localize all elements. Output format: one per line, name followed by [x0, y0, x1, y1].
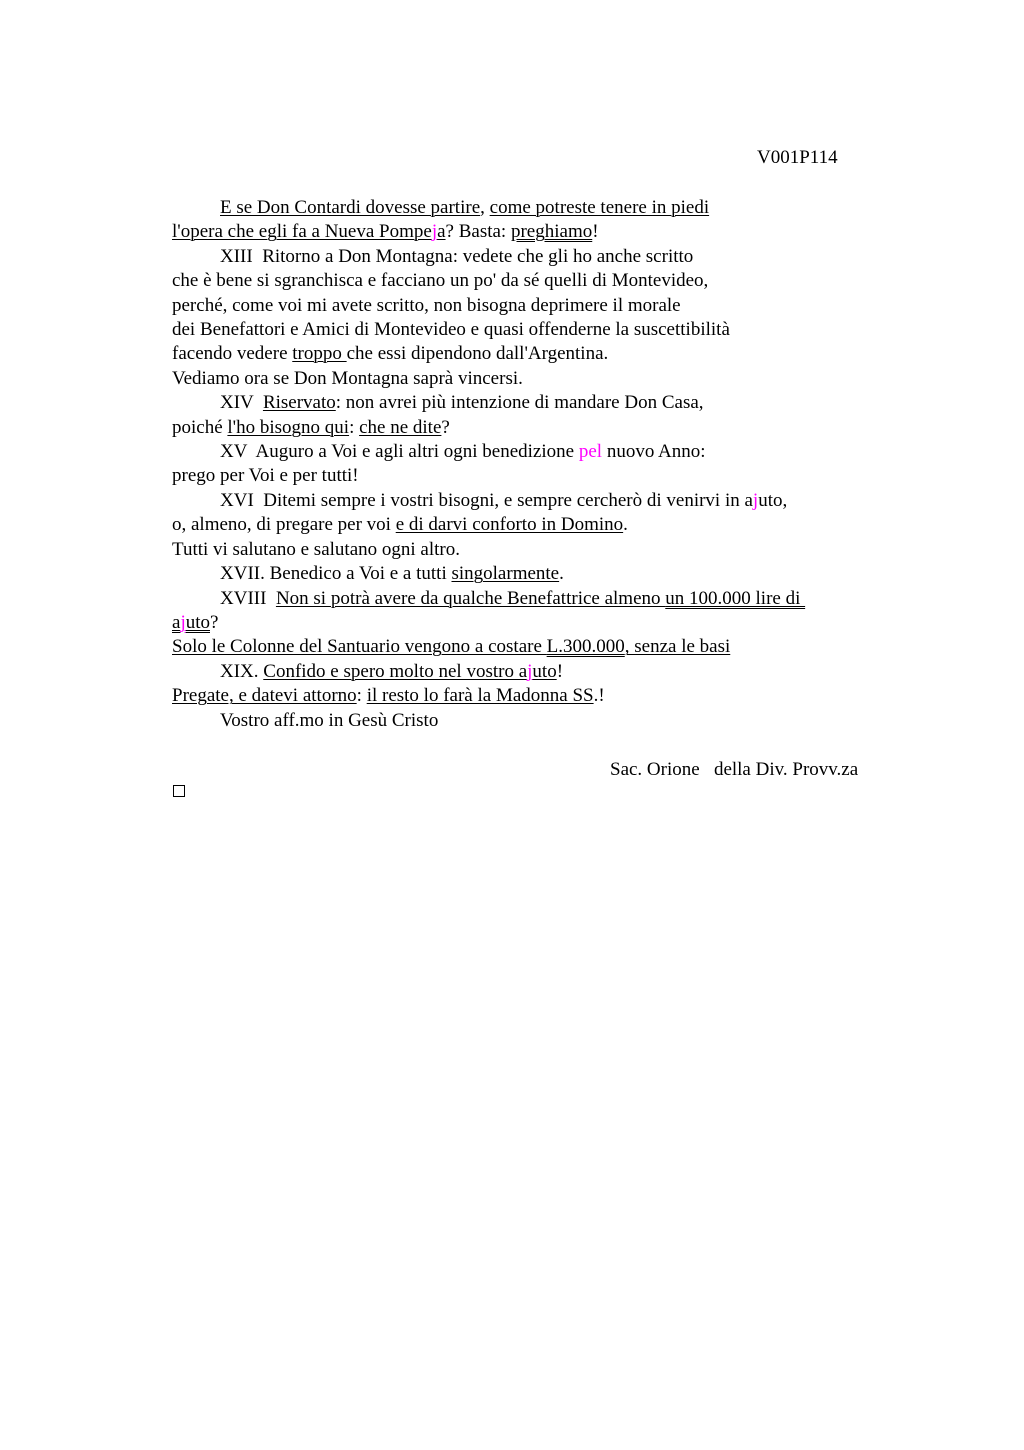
text-segment: Tutti vi salutano e salutano ogni altro. [172, 538, 460, 560]
letter-line [172, 367, 872, 391]
text-segment: prego per Voi e per tutti! [172, 465, 359, 487]
letter-line [172, 196, 872, 220]
page-identifier: V001P114 [757, 147, 838, 168]
text-segment: uto [185, 611, 210, 633]
text-segment: preghiamo [510, 221, 593, 243]
letter-line [172, 294, 872, 318]
highlighted-text: j [527, 660, 533, 682]
text-segment: ? Basta: [445, 221, 511, 243]
text-segment: Pregate, e datevi attorno [172, 685, 357, 707]
text-segment: ! [556, 660, 564, 682]
text-segment: XVI Ditemi sempre i vostri bisogni, e sempre cercherò di venirvi in a [220, 489, 753, 511]
text-segment: a [172, 611, 181, 633]
text-segment: Solo le Colonne del Santuario vengono a costare [172, 636, 547, 658]
letter-line [172, 489, 872, 513]
highlighted-text: j [431, 221, 438, 243]
text-segment: che essi dipendono dall'Argentina. [346, 343, 609, 365]
text-segment: dei Benefattori e Amici di Montevideo e quasi offenderne la suscettibilità [172, 319, 730, 341]
text-segment: XV Auguro a Voi e agli altri ogni benedizione [220, 441, 579, 463]
text-segment: il resto lo farà la Madonna SS [366, 685, 594, 707]
text-segment: ? [441, 416, 450, 438]
text-segment: che ne dite [359, 416, 442, 438]
text-segment: facendo vedere [172, 343, 293, 365]
text-segment: Confido e spero molto nel vostro a [263, 660, 528, 682]
text-segment: XIV [220, 392, 263, 414]
highlighted-text: pel [578, 441, 603, 463]
letter-line [172, 318, 872, 342]
letter-body [172, 196, 872, 733]
text-segment: L.300.000 [546, 636, 625, 658]
text-segment: o, almeno, di pregare per voi [172, 514, 396, 536]
text-segment: : non avrei più intenzione di mandare Don Casa, [335, 392, 704, 414]
text-segment: l'opera che egli fa a Nueva Pompe [172, 221, 432, 243]
letter-line [172, 538, 872, 562]
text-segment: E se Don Contardi dovesse partire [220, 197, 481, 218]
letter-line [172, 709, 872, 733]
text-segment: uto, [758, 489, 788, 511]
checkbox-square-icon [173, 785, 185, 797]
highlighted-text: j [180, 611, 186, 633]
text-segment: : [356, 685, 367, 707]
text-segment: uto [532, 660, 557, 682]
text-segment: Riservato [262, 392, 336, 414]
text-segment: perché, come voi mi avete scritto, non bisogna deprimere il morale [172, 294, 681, 316]
text-segment: ? [210, 611, 219, 633]
text-segment: come potreste tenere in piedi [489, 197, 710, 218]
text-segment: singolarmente [451, 563, 560, 585]
letter-line [172, 513, 872, 537]
text-segment: XIII Ritorno a Don Montagna: vedete che gli ho anche scritto [220, 245, 694, 267]
letter-line [172, 562, 872, 586]
text-segment: a [437, 221, 446, 243]
letter-line [172, 245, 872, 269]
signature: Sac. Orione della Div. Provv.za [610, 759, 859, 780]
text-segment: nuovo Anno: [602, 441, 706, 463]
text-segment: che è bene si sgranchisca e facciano un po' da sé quelli di Montevideo, [172, 270, 709, 292]
text-segment: e di darvi conforto in Domino [395, 514, 624, 536]
text-segment: ! [592, 221, 599, 243]
letter-line [172, 440, 872, 464]
letter-line [172, 587, 872, 611]
letter-line [172, 391, 872, 415]
text-segment: Non si potrà avere da qualche Benefattrice almeno [275, 587, 666, 609]
letter-line [172, 416, 872, 440]
letter-line [172, 269, 872, 293]
text-segment: troppo [292, 343, 347, 365]
text-segment: XVII. Benedico a Voi e a tutti [220, 563, 452, 585]
letter-line [172, 684, 872, 708]
text-segment: Vostro aff.mo in Gesù Cristo [220, 709, 439, 731]
text-segment: , senza le basi [624, 636, 731, 658]
text-segment: un 100.000 lire di [665, 587, 806, 609]
text-segment: Vediamo ora se Don Montagna saprà vincersi. [172, 367, 523, 389]
highlighted-text: j [752, 489, 759, 511]
text-segment: poiché [172, 416, 228, 438]
letter-line [172, 464, 872, 488]
text-segment: , [480, 197, 490, 218]
text-segment: . [559, 563, 564, 585]
text-segment: XVIII [220, 587, 276, 609]
text-segment: XIX. [220, 660, 264, 682]
letter-line [172, 635, 872, 659]
text-segment: : [349, 416, 360, 438]
text-segment: . [623, 514, 628, 536]
letter-line [172, 611, 872, 635]
letter-line [172, 220, 872, 244]
text-segment: l'ho bisogno qui [227, 416, 350, 438]
text-segment: .! [593, 685, 605, 707]
letter-line [172, 660, 872, 684]
letter-line [172, 342, 872, 366]
